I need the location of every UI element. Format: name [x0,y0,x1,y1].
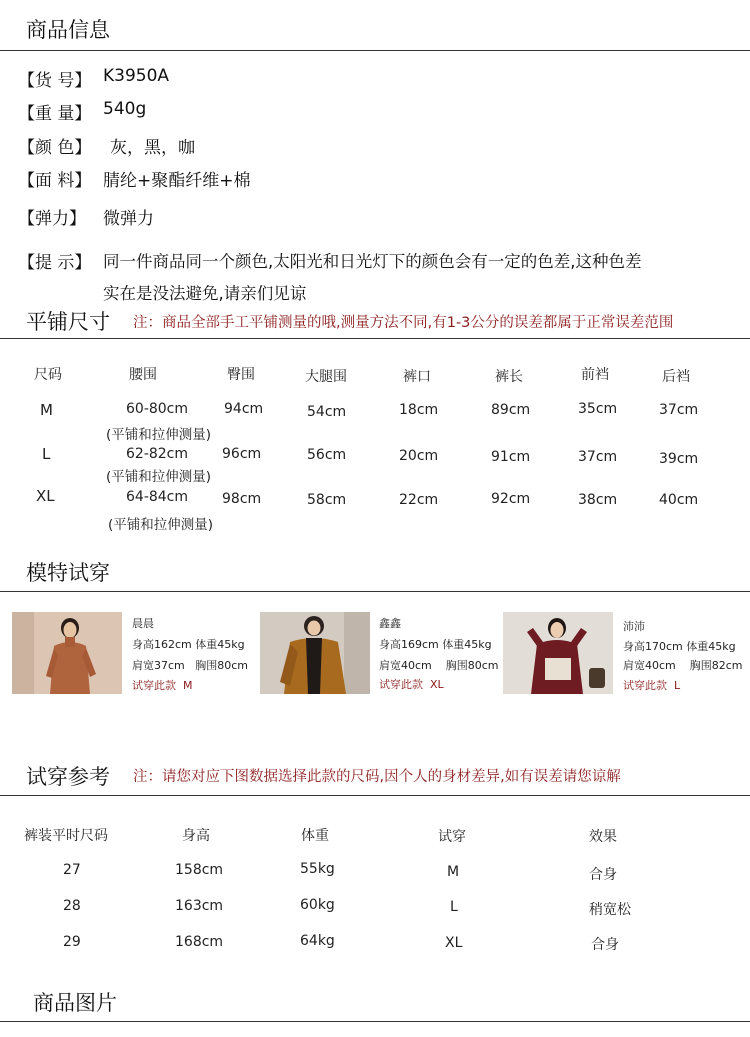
cell-tried: L [450,899,458,915]
cell-height: 163cm [175,898,224,914]
cell-usual-size: 29 [63,934,81,950]
header-hem: 裤口 [403,369,431,385]
info-value-elasticity: 微弹力 [103,209,154,229]
cell-tried: XL [445,935,463,951]
divider [0,338,750,339]
model-name: 沛沛 [623,620,645,633]
header-thigh: 大腿围 [305,369,347,385]
cell-hem: 18cm [399,402,439,418]
model-photo [12,612,122,694]
cell-back-rise: 37cm [659,402,699,418]
model-shoulder-chest: 肩宽40cm 胸围82cm [623,659,743,672]
info-value-weight: 540g [103,99,147,119]
cell-length: 92cm [491,491,531,507]
info-value-tip: 同一件商品同一个颜色,太阳光和日光灯下的颜色会有一定的色差,这种色差 [103,252,642,271]
model-shoulder-chest: 肩宽37cm 胸围80cm [132,659,249,672]
header-length: 裤长 [495,369,523,385]
header-back-rise: 后裆 [662,369,690,385]
cell-weight: 60kg [300,897,335,913]
fit-note: 注：请您对应下图数据选择此款的尺码,因个人的身材差异,如有误差请您谅解 [133,769,621,785]
cell-hip: 98cm [222,491,262,507]
header-hip: 臀围 [227,367,255,383]
cell-front-rise: 35cm [578,401,618,417]
info-label-sku: 【货 号】 [18,71,92,91]
model-card [260,612,500,694]
cell-usual-size: 27 [63,862,81,878]
cell-height: 168cm [175,934,224,950]
cell-thigh: 58cm [307,492,347,508]
model-photo [503,612,613,694]
header-effect: 效果 [589,829,617,845]
cell-back-rise: 40cm [659,492,699,508]
header-weight: 体重 [301,828,329,844]
header-size: 尺码 [34,367,62,383]
cell-waist: 62-82cm [126,446,189,462]
section-title-product-info: 商品信息 [26,18,110,42]
cell-hip: 96cm [222,446,262,462]
cell-back-rise: 39cm [659,451,699,467]
model-tried-size: 试穿此款 M [132,679,193,692]
cell-thigh: 54cm [307,404,347,420]
model-shoulder-chest: 肩宽40cm 胸围80cm [379,659,499,672]
model-photo-illustration [260,612,370,694]
header-waist: 腰围 [129,367,157,383]
info-value-color: 灰，黑，咖 [110,138,195,158]
info-label-weight: 【重 量】 [18,104,92,124]
model-photo-illustration [503,612,613,694]
header-tried: 试穿 [438,829,466,845]
cell-waist-note: (平铺和拉伸测量) [108,517,214,533]
info-value-fabric: 腈纶+聚酯纤维+棉 [103,171,251,191]
cell-waist: 60-80cm [126,401,189,417]
divider [0,50,750,51]
cell-hip: 94cm [224,401,264,417]
info-label-elasticity: 【弹力】 [18,209,86,229]
cell-weight: 55kg [300,861,335,877]
info-label-tip: 【提 示】 [18,253,92,273]
cell-hem: 20cm [399,448,439,464]
cell-waist: 64-84cm [126,489,189,505]
model-photo-illustration [12,612,122,694]
cell-weight: 64kg [300,933,335,949]
cell-effect: 合身 [589,867,617,883]
cell-usual-size: 28 [63,898,81,914]
model-height-weight: 身高170cm 体重45kg [623,640,736,653]
model-tried-size: 试穿此款 L [623,679,681,692]
size-note: 注：商品全部手工平铺测量的哦,测量方法不同,有1-3公分的误差都属于正常误差范围 [133,315,674,331]
info-label-color: 【颜 色】 [18,138,92,158]
cell-waist-note: (平铺和拉伸测量) [106,427,212,443]
divider [0,795,750,796]
cell-length: 89cm [491,402,531,418]
divider [0,591,750,592]
header-height: 身高 [182,828,210,844]
header-front-rise: 前裆 [581,367,609,383]
cell-length: 91cm [491,449,531,465]
cell-size: L [42,445,51,463]
cell-size: XL [36,487,55,505]
section-title-images: 商品图片 [33,991,117,1015]
model-height-weight: 身高169cm 体重45kg [379,638,492,651]
model-photo [260,612,370,694]
section-title-model: 模特试穿 [26,561,110,585]
info-value-tip-continued: 实在是没法避免,请亲们见谅 [103,284,307,303]
cell-height: 158cm [175,862,224,878]
info-label-fabric: 【面 料】 [18,171,92,191]
section-title-size: 平铺尺寸 [26,310,110,334]
model-card [12,612,252,694]
model-card [503,612,743,694]
model-height-weight: 身高162cm 体重45kg [132,638,245,651]
model-name: 晨晨 [132,617,154,630]
cell-front-rise: 38cm [578,492,618,508]
cell-waist-note: (平铺和拉伸测量) [106,469,212,485]
cell-front-rise: 37cm [578,449,618,465]
divider [0,1021,750,1022]
cell-effect: 合身 [591,937,619,953]
header-usual-size: 裤装平时尺码 [24,828,108,844]
info-value-sku: K3950A [103,66,170,86]
cell-size: M [40,401,53,419]
model-tried-size: 试穿此款 XL [379,678,444,691]
cell-effect: 稍宽松 [589,902,631,918]
cell-thigh: 56cm [307,447,347,463]
cell-hem: 22cm [399,492,439,508]
model-name: 鑫鑫 [379,617,401,630]
cell-tried: M [447,864,460,880]
section-title-fit: 试穿参考 [26,765,110,789]
